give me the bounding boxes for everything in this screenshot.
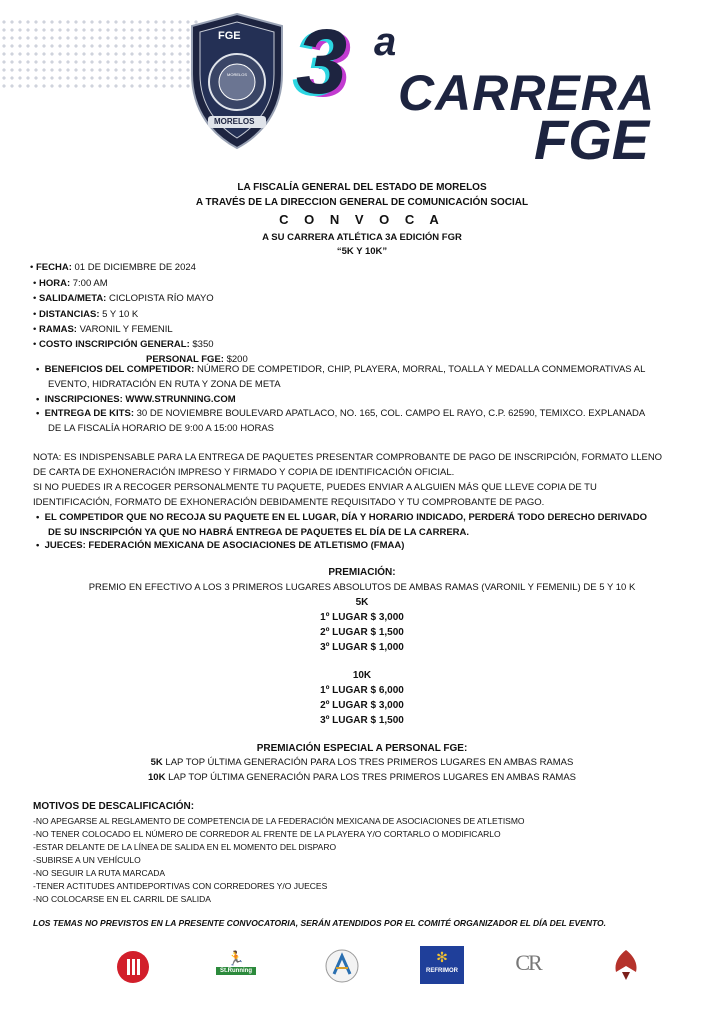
closing-note: LOS TEMAS NO PREVISTOS EN LA PRESENTE CONVOCATORIA, SERÁN ATENDIDOS POR EL COMITÉ ORGANIZADOR EL DÍA DEL EVENTO. [33, 918, 607, 928]
category-10k: 10K [352, 670, 372, 681]
sponsor-logo-strunning: 🏃 St.Running [216, 950, 256, 980]
detail-personal-fge: PERSONAL FGE: $200 [146, 354, 248, 365]
entrega-item: • ENTREGA DE KITS: 30 DE NOVIEMBRE BOULEVARD APATLACO, NO. 165, COL. CAMPO EL RAYO, C.P. 62590, TEMIXCO. EXPLANADA DE LA FISCALÍA HORARIO DE 9:00 A 15:00 HORAS [36, 408, 646, 434]
intro-line-3: A SU CARRERA ATLÉTICA 3A EDICIÓN FGR [262, 232, 462, 243]
detail-salida: • SALIDA/META: CICLOPISTA RÍO MAYO [33, 293, 214, 304]
especial-line-5k: 5K LAP TOP ÚLTIMA GENERACIÓN PARA LOS TRES PRIMEROS LUGARES EN AMBAS RAMAS [150, 757, 574, 768]
list-item: -ESTAR DELANTE DE LA LÍNEA DE SALIDA EN EL MOMENTO DEL DISPARO [33, 842, 337, 852]
list-item: -NO TENER COLOCADO EL NÚMERO DE CORREDOR AL FRENTE DE LA PLAYERA Y/O CORTARLO O MODIFICARLO [33, 829, 501, 839]
title-number: 3 [296, 11, 348, 113]
prize-5k-2: 2º LUGAR $ 1,500 [320, 627, 404, 638]
inscripciones-link[interactable]: • INSCRIPCIONES: WWW.STRUNNING.COM [36, 394, 236, 405]
title-carrera: CARRERA [398, 65, 655, 121]
descalificacion-list [33, 815, 525, 906]
prize-5k-1: 1º LUGAR $ 3,000 [320, 612, 404, 623]
list-item: -NO SEGUIR LA RUTA MARCADA [33, 868, 166, 878]
detail-fecha: • FECHA: 01 DE DICIEMBRE DE 2024 [30, 262, 196, 273]
prize-5k-3: 3º LUGAR $ 1,000 [320, 642, 404, 653]
sponsor-logo-eagle-icon [610, 946, 642, 984]
detail-hora: • HORA: 7:00 AM [33, 278, 108, 289]
sponsor-logo-refrimor: ✻ REFRIMOR [420, 946, 464, 984]
prize-10k-1: 1º LUGAR $ 6,000 [320, 685, 404, 696]
list-item: -NO COLOCARSE EN EL CARRIL DE SALIDA [33, 894, 211, 904]
descalificacion-title: MOTIVOS DE DESCALIFICACIÓN: [33, 801, 195, 812]
badge-top-text: FGE [218, 30, 241, 42]
nota-paragraph: NOTA: ES INDISPENSABLE PARA LA ENTREGA DE PAQUETES PRESENTAR COMPROBANTE DE PAGO DE INSCRIPCIÓN, FORMATO LLENO DE CARTA DE EXHONERACIÓN IMPRESO Y FIRMADO Y COPIA DE IDENTIFICACIÓN OFICIAL. SI NO PUEDES IR A RECOGER PERSONALMENTE TU PAQUETE, PUEDES ENVIAR A ALGUIEN MÁS QUE LLEVE COPIA DE TU IDENTIFICACIÓN, FORMATO DE EXHONERACIÓN DEBIDAMENTE REQUISITADO Y TU COMPROBANTE DE PAGO. [33, 452, 663, 508]
title-fge: FGE [534, 108, 650, 171]
intro-line-2: A TRAVÉS DE LA DIRECCION GENERAL DE COMUNICACIÓN SOCIAL [195, 197, 529, 208]
prize-10k-3: 3º LUGAR $ 1,500 [320, 715, 404, 726]
warning-item: • EL COMPETIDOR QUE NO RECOJA SU PAQUETE EN EL LUGAR, DÍA Y HORARIO INDICADO, PERDERÁ TODO DERECHO DERIVADO DE SU INSCRIPCIÓN YA QUE NO HABRÁ ENTREGA DE PAQUETES EL DÍA DE LA CARRERA. [36, 512, 648, 538]
runner-icon: 🏃 [227, 950, 245, 966]
badge-center-text: MORELOS [227, 72, 248, 77]
detail-costo: • COSTO INSCRIPCIÓN GENERAL: $350 [33, 339, 214, 350]
beneficios-item: • BENEFICIOS DEL COMPETIDOR: NÚMERO DE COMPETIDOR, CHIP, PLAYERA, MORRAL, TOALLA Y MEDALLA CONMEMORATIVAS AL EVENTO, HIDRATACIÓN EN RUTA Y ZONA DE META [36, 364, 646, 390]
list-item: -NO APEGARSE AL REGLAMENTO DE COMPETENCIA DE LA FEDERACIÓN MEXICANA DE ASOCIACIONES DE ATLETISMO [33, 816, 525, 826]
prize-10k-2: 2º LUGAR $ 3,000 [320, 700, 404, 711]
premiacion-description: PREMIO EN EFECTIVO A LOS 3 PRIMEROS LUGARES ABSOLUTOS DE AMBAS RAMAS (VARONIL Y FEMENIL) DE 5 Y 10 K [88, 582, 636, 593]
list-item: -SUBIRSE A UN VEHÍCULO [33, 855, 141, 865]
premiacion-title: PREMIACIÓN: [328, 567, 396, 578]
detail-distancias: • DISTANCIAS: 5 Y 10 K [33, 309, 139, 320]
sponsor-logo-red-icon [116, 950, 154, 984]
badge-bottom-text: MORELOS [214, 117, 255, 126]
intro-line-4: “5K Y 10K” [336, 246, 388, 257]
jueces-item: • JUECES: FEDERACIÓN MEXICANA DE ASOCIACIONES DE ATLETISMO (FMAA) [36, 540, 405, 551]
sponsor-logo-cr: CR [515, 950, 541, 975]
intro-line-1: LA FISCALÍA GENERAL DEL ESTADO DE MORELOS [237, 182, 487, 193]
sponsor-logo-atletismo-icon [320, 944, 364, 986]
especial-title: PREMIACIÓN ESPECIAL A PERSONAL FGE: [256, 743, 468, 754]
category-5k: 5K [355, 597, 369, 608]
list-item: -TENER ACTITUDES ANTIDEPORTIVAS CON CORREDORES Y/O JUECES [33, 881, 328, 891]
convoca-heading: C O N V O C A [279, 212, 445, 227]
detail-ramas: • RAMAS: VARONIL Y FEMENIL [33, 324, 173, 335]
especial-line-10k: 10K LAP TOP ÚLTIMA GENERACIÓN PARA LOS TRES PRIMEROS LUGARES EN AMBAS RAMAS [148, 772, 576, 783]
dot-pattern-decoration [0, 18, 200, 88]
title-superscript: a [374, 20, 397, 64]
snowflake-icon: ✻ [436, 949, 448, 965]
